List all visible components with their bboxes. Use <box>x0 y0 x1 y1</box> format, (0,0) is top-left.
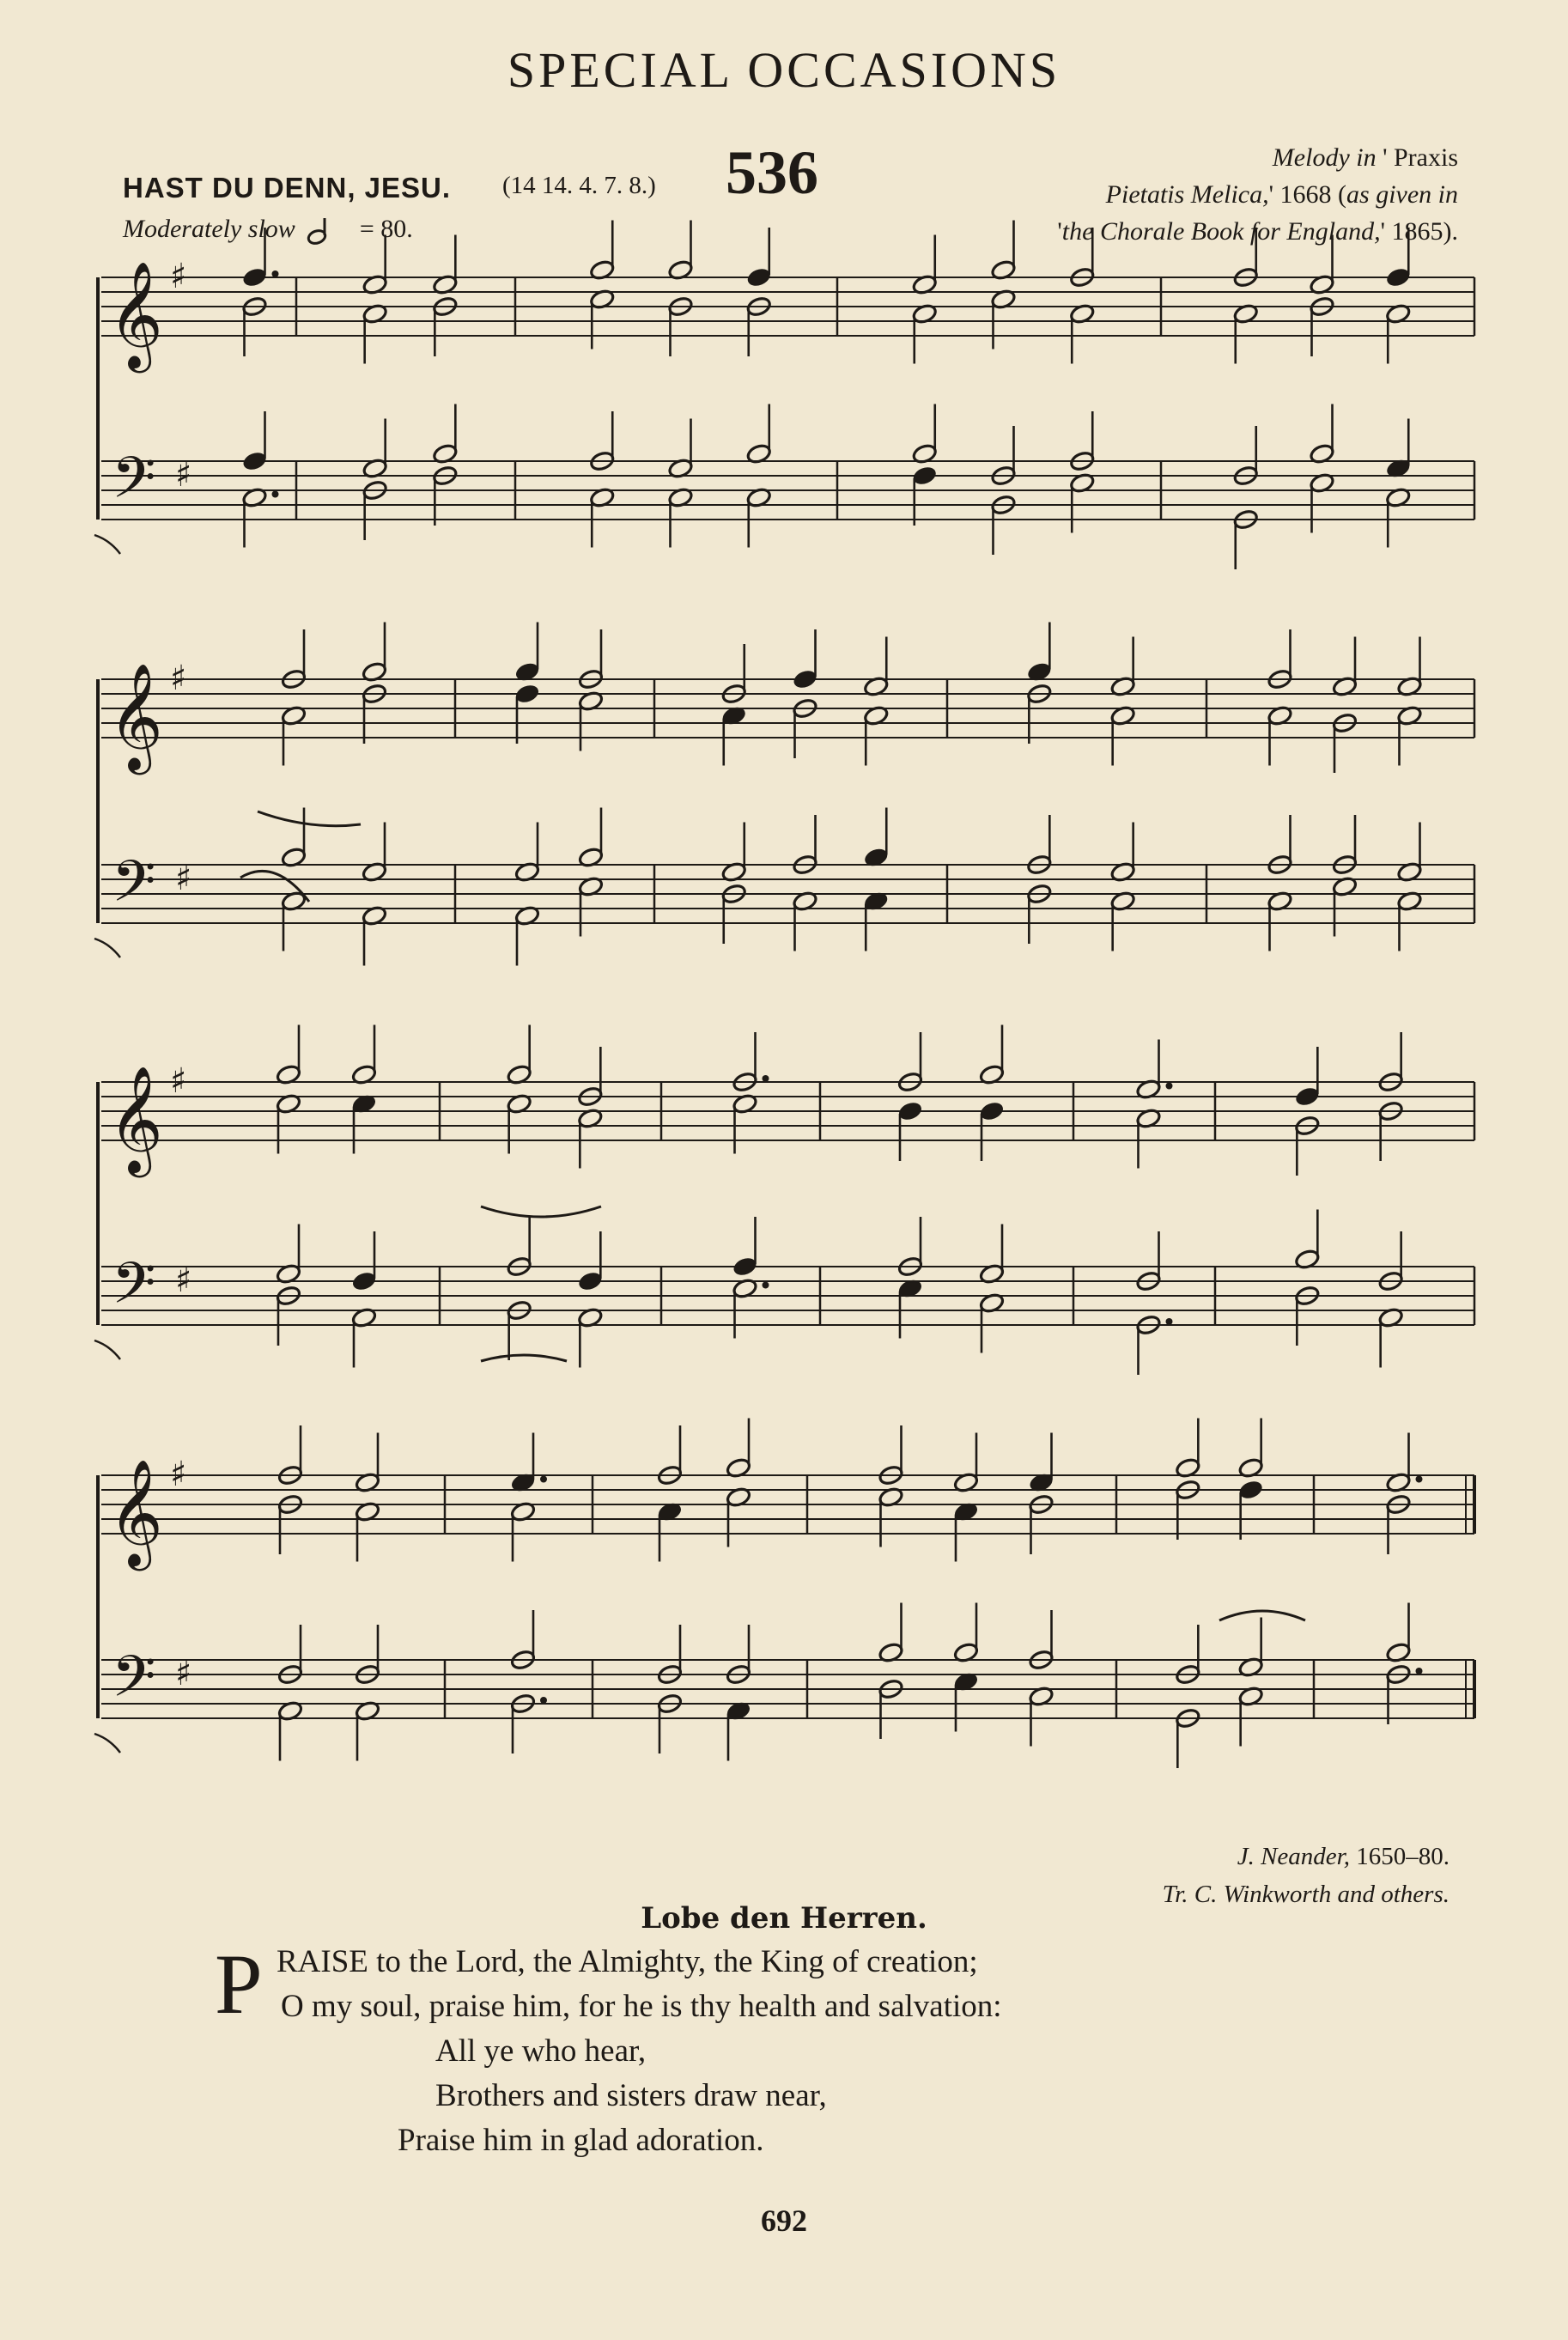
treble-clef-icon: 𝄞 <box>108 663 163 770</box>
brace-tail <box>94 939 120 957</box>
augmentation-dot <box>1166 1318 1173 1325</box>
brace-tail <box>94 535 120 554</box>
author-dates: 1650–80. <box>1356 1843 1449 1870</box>
tempo-text: Moderately slow <box>123 215 295 243</box>
note-head <box>979 1100 1005 1122</box>
sharp-icon: ♯ <box>175 455 192 495</box>
source-line-2c: as given in <box>1346 180 1458 209</box>
note-head <box>1385 266 1411 289</box>
slur <box>240 871 309 902</box>
sharp-icon: ♯ <box>170 1061 187 1101</box>
treble-staff <box>101 679 1474 738</box>
note-head <box>351 1270 377 1292</box>
source-line-2: Pietatis Melica, <box>1105 180 1269 209</box>
sharp-icon: ♯ <box>175 1261 192 1300</box>
slur <box>481 1355 567 1361</box>
brace-tail <box>94 1734 120 1753</box>
meter: (14 14. 4. 7. 8.) <box>502 172 656 199</box>
note-head <box>241 450 267 472</box>
bass-clef-icon: 𝄢 <box>112 848 156 928</box>
sharp-icon: ♯ <box>170 659 187 698</box>
bass-staff <box>101 461 1474 520</box>
note-head <box>746 266 772 289</box>
slur <box>481 1206 601 1217</box>
note-head <box>1294 1085 1320 1108</box>
augmentation-dot <box>272 270 279 277</box>
bass-clef-icon: 𝄢 <box>112 1250 156 1330</box>
source-line-2b: ' 1668 ( <box>1268 180 1347 209</box>
verse-line-5: Praise him in glad adoration. <box>398 2123 764 2158</box>
source-line-1b: ' Praxis <box>1383 143 1458 172</box>
brace-tail <box>94 1340 120 1359</box>
verse-line-2: O my soul, praise him, for he is thy health and salvation: <box>281 1989 1002 2024</box>
note-head <box>1237 1479 1263 1501</box>
augmentation-dot <box>1166 1083 1173 1090</box>
sharp-icon: ♯ <box>175 1654 192 1693</box>
page-number: 692 <box>761 2203 807 2238</box>
treble-clef-icon: 𝄞 <box>108 1066 163 1173</box>
slur <box>1219 1611 1305 1620</box>
verse-line-4: Brothers and sisters draw near, <box>435 2078 827 2113</box>
treble-staff <box>101 277 1474 336</box>
sharp-icon: ♯ <box>170 1455 187 1494</box>
treble-staff <box>101 1475 1474 1534</box>
augmentation-dot <box>763 1282 769 1289</box>
source-line-1: Melody in <box>1272 143 1377 172</box>
note-head <box>732 1255 757 1278</box>
treble-staff <box>101 1082 1474 1140</box>
author: J. Neander, <box>1237 1843 1350 1870</box>
treble-clef-icon: 𝄞 <box>108 1459 163 1566</box>
bass-clef-icon: 𝄢 <box>112 1644 156 1723</box>
verse-line-3: All ye who hear, <box>435 2033 647 2069</box>
augmentation-dot <box>763 1075 769 1082</box>
source-line-3b: ' 1865). <box>1380 217 1458 246</box>
note-head <box>241 266 267 289</box>
slur <box>258 811 361 826</box>
augmentation-dot <box>1416 1668 1423 1674</box>
augmentation-dot <box>1416 1476 1423 1483</box>
note-head <box>897 1100 923 1122</box>
translator: Tr. C. Winkworth and others. <box>1162 1881 1449 1908</box>
source-line-3: the Chorale Book for England, <box>1061 217 1381 246</box>
augmentation-dot <box>272 491 279 498</box>
note-head <box>792 668 817 690</box>
german-title: Lobe den Herren. <box>641 1901 927 1936</box>
verse-line-1: RAISE to the Lord, the Almighty, the King of creation; <box>277 1944 978 1979</box>
sharp-icon: ♯ <box>175 859 192 898</box>
tune-name: HAST DU DENN, JESU. <box>123 172 452 204</box>
note-head <box>912 465 938 487</box>
augmentation-dot <box>540 1697 547 1704</box>
source-line-3a: ' <box>1057 217 1062 246</box>
sharp-icon: ♯ <box>170 257 187 296</box>
bass-staff <box>101 1267 1474 1325</box>
tempo-value: = 80. <box>359 215 413 243</box>
drop-cap: P <box>215 1936 263 2032</box>
augmentation-dot <box>540 1476 547 1483</box>
hymn-number: 536 <box>726 138 818 207</box>
treble-clef-icon: 𝄞 <box>108 261 163 368</box>
running-head: SPECIAL OCCASIONS <box>507 42 1061 98</box>
note-head <box>577 1270 603 1292</box>
bass-staff <box>101 1660 1474 1718</box>
bass-staff <box>101 865 1474 923</box>
note-head <box>514 683 540 705</box>
bass-clef-icon: 𝄢 <box>112 445 156 525</box>
